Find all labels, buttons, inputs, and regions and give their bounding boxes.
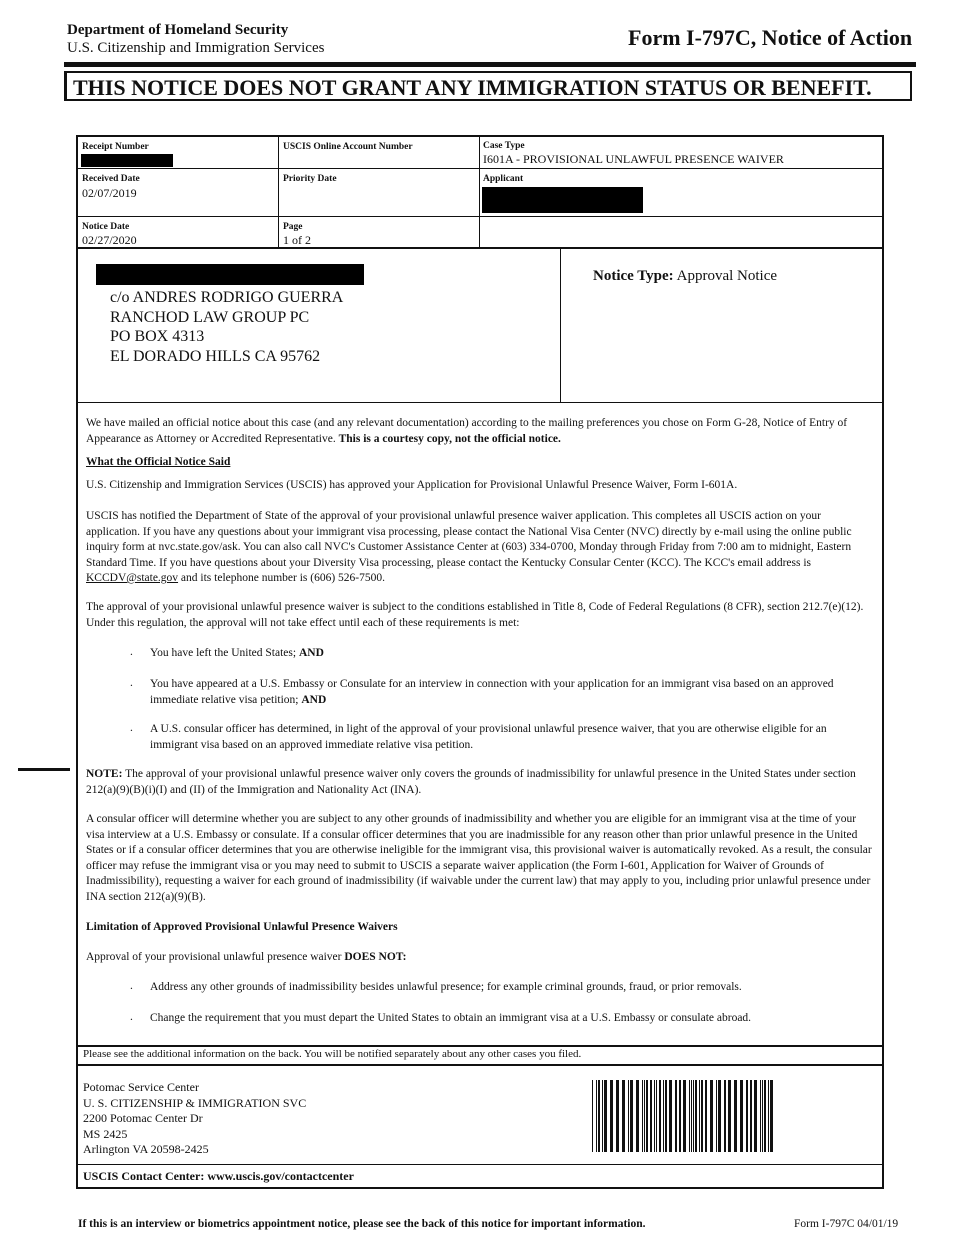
intro-text: We have mailed an official notice about this case (and any relevant documentation) according to the mailing preferences you chose on Form G-28, Notice of Entry of Appearance as Attorney or Accredited Representative.: [86, 417, 848, 445]
note-paragraph: [86, 767, 876, 798]
condition-and: AND: [298, 647, 324, 659]
barcode-bar: [592, 1080, 593, 1152]
grid-line: [78, 1164, 884, 1165]
barcode-bar: [760, 1080, 761, 1152]
barcode-bar: [616, 1080, 619, 1152]
note-label: NOTE:: [86, 768, 123, 780]
barcode-bar: [659, 1080, 661, 1152]
service-center-line: Arlington VA 20598-2425: [83, 1142, 209, 1156]
grid-line: [278, 137, 279, 248]
barcode-bar: [768, 1080, 769, 1152]
barcode-bar: [656, 1080, 657, 1152]
barcode-bar: [654, 1080, 655, 1152]
barcode-bar: [675, 1080, 677, 1152]
service-center-line: U. S. CITIZENSHIP & IMMIGRATION SVC: [83, 1095, 307, 1110]
page-label: Page: [283, 222, 303, 232]
barcode-bar: [718, 1080, 721, 1152]
barcode-bar: [695, 1080, 697, 1152]
case-type-value: I601A - PROVISIONAL UNLAWFUL PRESENCE WAIVER: [483, 152, 784, 166]
nvc-paragraph: [86, 509, 876, 587]
address-line: RANCHOD LAW GROUP PC: [110, 308, 310, 326]
mailing-address: [110, 288, 343, 366]
barcode-bar: [691, 1080, 692, 1152]
barcode: [590, 1080, 775, 1152]
barcode-bar: [693, 1080, 694, 1152]
service-center-address: [83, 1080, 306, 1158]
header-rule: [64, 62, 916, 67]
does-not-text: Approval of your provisional unlawful presence waiver: [86, 951, 342, 963]
barcode-bar: [699, 1080, 700, 1152]
limitation-item: Change the requirement that you must depart the United States to obtain an immigrant visa at a U.S. Embassy or consulate abroad.: [150, 1012, 752, 1024]
barcode-bar: [728, 1080, 731, 1152]
barcode-bar: [604, 1080, 607, 1152]
redacted-applicant: [482, 187, 643, 213]
barcode-bar: [602, 1080, 603, 1152]
courtesy-copy-text: This is a courtesy copy, not the official notice.: [338, 432, 561, 445]
barcode-bar: [628, 1080, 629, 1152]
barcode-bar: [683, 1080, 686, 1152]
barcode-bar: [740, 1080, 743, 1152]
barcode-bar: [650, 1080, 652, 1152]
grid-line: [78, 402, 884, 403]
barcode-bar: [636, 1080, 639, 1152]
receipt-number-label: Receipt Number: [82, 142, 149, 152]
status-banner: THIS NOTICE DOES NOT GRANT ANY IMMIGRATION STATUS OR BENEFIT.: [64, 71, 912, 101]
margin-mark: [18, 768, 70, 771]
does-not-bold: DOES NOT:: [344, 951, 407, 963]
barcode-bar: [705, 1080, 707, 1152]
limitation-item: Address any other grounds of inadmissibility besides unlawful presence; for example criminal grounds, fraud, or prior removals.: [150, 981, 742, 993]
notice-type: [593, 268, 777, 285]
bullet-dot: .: [130, 677, 133, 689]
condition-and: AND: [301, 693, 327, 706]
barcode-bar: [710, 1080, 713, 1152]
barcode-bar: [630, 1080, 633, 1152]
barcode-bar: [750, 1080, 752, 1152]
barcode-bar: [770, 1080, 773, 1152]
service-center-line: Potomac Service Center: [83, 1080, 199, 1094]
bullet-dot: .: [130, 980, 133, 992]
grid-line: [78, 1064, 884, 1066]
consular-paragraph: A consular officer will determine whether you are subject to any other grounds of inadmissibility and whether you are eligible for an immigrant visa at the time of your visa interview at a U.S. Embassy or consulate. If a consular officer determines that you are inadmissible for any reason other than prior unlawful presence in the United States or if a consular officer determines that you are otherwise ineligible for the immigrant visa, this provisional waiver is automatically revoked. As a result, the consular officer may refuse the immigrant visa or you may need to submit to USCIS a separate waiver application (the Form I-601, Application for Waiver of Grounds of Inadmissibility), requesting a waiver for each ground of inadmissibility (if waivable under the current law) that may apply to you, including prior unlawful presence under INA section 212(a)(9)(B).: [86, 813, 872, 903]
notice-type-label: Notice Type:: [593, 268, 674, 284]
barcode-bar: [689, 1080, 690, 1152]
intro-paragraph: [86, 416, 876, 447]
additional-info-text: Please see the additional information on the back. You will be notified separately about any other cases you filed.: [83, 1048, 582, 1060]
bullet-dot: .: [130, 646, 133, 658]
footer-note: If this is an interview or biometrics appointment notice, please see the back of this notice for important information.: [78, 1218, 646, 1230]
applicant-label: Applicant: [483, 174, 524, 184]
barcode-bar: [596, 1080, 597, 1152]
form-title: Form I-797C, Notice of Action: [628, 25, 913, 50]
barcode-bar: [665, 1080, 667, 1152]
priority-date-label: Priority Date: [283, 174, 337, 184]
barcode-bar: [701, 1080, 703, 1152]
agency-subname: U.S. Citizenship and Immigration Services: [67, 40, 325, 56]
barcode-bar: [642, 1080, 643, 1152]
section-heading: [86, 455, 876, 471]
barcode-bar: [716, 1080, 717, 1152]
notice-date-label: Notice Date: [82, 222, 130, 232]
condition-item: [150, 646, 870, 662]
condition-text: You have appeared at a U.S. Embassy or Consulate for an interview in connection with your application for an immigrant visa based on an approved immediate relative visa petition;: [150, 678, 834, 706]
grid-line: [78, 168, 884, 169]
notice-type-value: Approval Notice: [676, 268, 778, 284]
received-date-label: Received Date: [82, 174, 140, 184]
barcode-bar: [598, 1080, 600, 1152]
barcode-bar: [663, 1080, 664, 1152]
service-center-line: MS 2425: [83, 1126, 128, 1141]
received-date-value: 02/07/2019: [82, 186, 137, 200]
barcode-bar: [610, 1080, 613, 1152]
redacted-receipt-number: [81, 154, 173, 167]
note-text: The approval of your provisional unlawful presence waiver only covers the grounds of inadmissibility for unlawful presence in the United States under section 212(a)(9)(B)(i)(I) and (II) of the Immigration and Nationality Act (INA).: [86, 768, 856, 796]
nvc-text: USCIS has notified the Department of State of the approval of your provisional unlawful presence waiver application. This completes all USCIS action on your application. If you have any questions about your immigrant visa processing, please contact the National Visa Center (NVC) directly by e-mail using the online public inquiry form at nvc.state.gov/ask. You can also call NVC's Customer Assistance Center at (603) 334-0700, Monday through Friday from 7:00 am to midnight, Eastern Standard Time. If you have questions about your Diversity Visa processing, please contact the Kentucky Consular Center (KCC). The KCC's email address is: [86, 510, 852, 569]
bullet-dot: .: [130, 722, 133, 734]
barcode-bar: [679, 1080, 681, 1152]
limitation-heading: Limitation of Approved Provisional Unlawful Presence Waivers: [86, 921, 398, 933]
service-center-line: 2200 Potomac Center Dr: [83, 1111, 203, 1125]
grid-line: [78, 216, 884, 217]
barcode-bar: [754, 1080, 757, 1152]
bullet-dot: .: [130, 1011, 133, 1023]
address-line: EL DORADO HILLS CA 95762: [110, 347, 321, 365]
barcode-bar: [724, 1080, 726, 1152]
official-notice-heading: What the Official Notice Said: [86, 456, 231, 468]
kcc-email-link[interactable]: KCCDV@state.gov: [86, 572, 179, 584]
address-line: c/o ANDRES RODRIGO GUERRA: [110, 289, 344, 306]
barcode-bar: [734, 1080, 737, 1152]
form-edition: Form I-797C 04/01/19: [794, 1218, 899, 1230]
barcode-bar: [669, 1080, 672, 1152]
online-account-label: USCIS Online Account Number: [283, 142, 413, 152]
approval-paragraph: U.S. Citizenship and Immigration Services (USCIS) has approved your Application for Provisional Unlawful Presence Waiver, Form I-601A.: [86, 479, 738, 491]
agency-name: Department of Homeland Security: [67, 22, 289, 38]
address-line: PO BOX 4313: [110, 328, 205, 345]
barcode-bar: [762, 1080, 763, 1152]
condition-text: You have left the United States;: [150, 647, 297, 659]
barcode-bar: [644, 1080, 645, 1152]
grid-line: [560, 249, 561, 402]
grid-line: [78, 1045, 884, 1047]
grid-line: [479, 137, 480, 248]
contact-center-line: USCIS Contact Center: www.uscis.gov/contactcenter: [83, 1169, 354, 1183]
conditions-paragraph: The approval of your provisional unlawful presence waiver is subject to the conditions established in Title 8, Code of Federal Regulations (8 CFR), section 212.7(e)(12). Under this regulation, the approval will not take effect until each of these requirements is met:: [86, 601, 864, 629]
does-not-paragraph: [86, 950, 876, 966]
case-type-label: Case Type: [483, 141, 525, 151]
page-value: 1 of 2: [283, 233, 311, 247]
grid-line: [78, 247, 884, 249]
barcode-bar: [764, 1080, 766, 1152]
redacted-recipient-name: [96, 264, 364, 285]
barcode-bar: [746, 1080, 748, 1152]
nvc-text-end: and its telephone number is (606) 526-7500.: [180, 572, 386, 584]
condition-item: [150, 677, 870, 708]
notice-date-value: 02/27/2020: [82, 233, 137, 247]
barcode-bar: [622, 1080, 625, 1152]
condition-item: A U.S. consular officer has determined, in light of the approval of your provisional unlawful presence waiver, that you are otherwise eligible for an immigrant visa based on an approved immediate relative visa petition.: [150, 723, 827, 751]
barcode-bar: [646, 1080, 648, 1152]
